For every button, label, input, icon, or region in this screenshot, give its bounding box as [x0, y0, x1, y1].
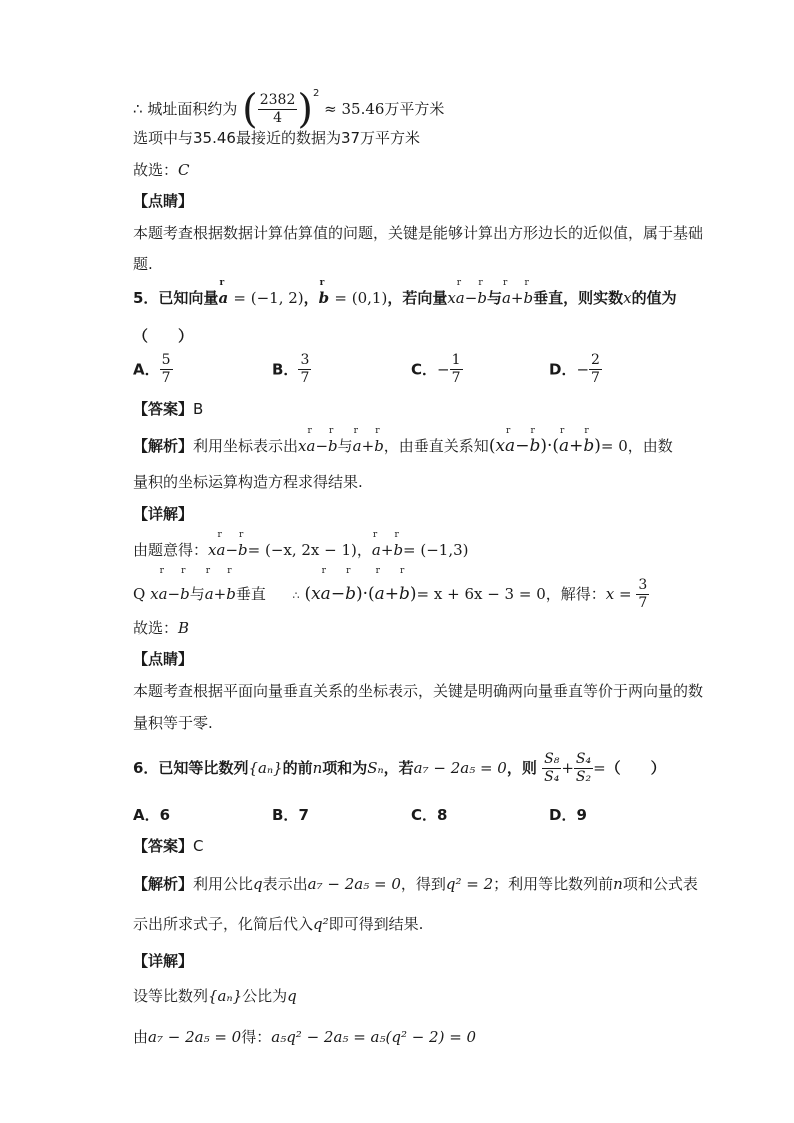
choose-line — [133, 160, 190, 180]
jiexi-text: 表示出 — [262, 875, 308, 893]
condition-equation: a₇ − 2a₅ = 0 — [413, 759, 507, 777]
option-fraction — [298, 352, 311, 387]
vector-a: a r — [559, 426, 570, 456]
plus-sign: + — [384, 584, 400, 604]
xiangjie-heading: 【详解】 — [133, 505, 194, 523]
vector-b-value: = (0,1) — [334, 289, 388, 307]
equation: = x + 6x − 3 = 0 — [416, 585, 546, 603]
vector-a: a r — [374, 566, 385, 604]
q6-detail-2 — [133, 1027, 476, 1047]
note-line-2: 题. — [133, 255, 153, 273]
option-label: B． — [272, 806, 299, 824]
q6-paren: （ ） — [605, 759, 666, 777]
q6-text: ，若 — [383, 759, 414, 777]
vector-b: b r — [328, 426, 338, 455]
approx-value: ≈ 35.46 — [324, 100, 385, 118]
plus-sign: + — [361, 437, 375, 455]
jiexi-tag: 【解析】 — [133, 437, 194, 455]
fraction-denominator: 7 — [300, 370, 310, 386]
fraction-numerator: S₈ — [544, 751, 560, 767]
answer-value: C — [193, 837, 204, 855]
vector-b: b r — [529, 426, 541, 456]
fraction-s4-s2 — [574, 751, 593, 786]
fraction-denominator: S₄ — [544, 769, 560, 785]
equation: a₅q² − 2a₅ = a₅(q² − 2) = 0 — [271, 1028, 477, 1046]
q6-jiexi-line-1 — [133, 874, 698, 894]
option-label: B． — [272, 360, 299, 379]
equation: = (−1,3) — [403, 541, 469, 559]
dot-expression: (xa r −b r )·(a r +b r ) — [304, 584, 416, 604]
jiexi-text: ；利用等比数列前 — [493, 875, 614, 893]
q5-number: 5．已知向量 — [133, 289, 219, 307]
var-n: n — [312, 759, 323, 777]
closest-line: 选项中与35.46最接近的数据为37万平方米 — [133, 129, 421, 147]
detail-text: 公比为 — [242, 987, 288, 1005]
sequence: {aₙ} — [248, 759, 283, 777]
equation: q² = 2 — [445, 875, 494, 893]
var-x: x — [623, 289, 632, 307]
fraction-denominator: 7 — [451, 370, 461, 386]
option-value: 6 — [159, 806, 171, 824]
fraction-numerator: 2 — [591, 352, 600, 368]
fraction-numerator: 3 — [300, 352, 310, 368]
jiexi-text: ，得到 — [400, 875, 446, 893]
option-sign: − — [437, 360, 450, 379]
vector-b: b r — [238, 530, 248, 559]
q5-detail-1: 由题意得：xa r −b r = (−x, 2x − 1)，a r +b r = (−1,3) — [133, 530, 469, 559]
vector-b: b r — [226, 566, 236, 603]
yu-text: 与 — [337, 437, 353, 455]
exponent: 2 — [312, 88, 320, 99]
plus-sign: + — [561, 759, 574, 777]
sum-sn: Sₙ — [367, 759, 384, 777]
q6-xiangjie-heading: 【详解】 — [133, 952, 194, 970]
solution-fraction — [636, 577, 649, 612]
jiexi-text: ，由垂直关系知 — [383, 437, 489, 455]
q6-answer-line — [133, 836, 204, 856]
var-x: x — [311, 584, 321, 604]
vector-a: a r — [320, 566, 331, 604]
vector-a: a r — [505, 426, 516, 456]
fraction-denominator: 7 — [638, 595, 648, 611]
fraction-numerator: S₄ — [575, 751, 592, 767]
perp-text: 垂直 — [235, 585, 266, 603]
q6-jiexi-line-2 — [133, 914, 423, 934]
vector-b: b r — [393, 530, 404, 559]
var-x: x — [298, 437, 307, 455]
vector-a: a r — [218, 278, 229, 307]
answer-tag: 【答案】 — [133, 837, 194, 855]
vector-b: b r — [374, 426, 384, 455]
area-line — [133, 72, 445, 133]
var-x: x = — [605, 585, 632, 603]
q5-answer-line — [133, 399, 203, 419]
q5-option-a[interactable] — [133, 352, 173, 387]
vector-a-value: = (−1, 2) — [233, 289, 304, 307]
q6-detail-1 — [133, 986, 297, 1006]
option-value: 8 — [437, 806, 448, 824]
area-fraction — [258, 92, 298, 127]
dianjing-heading: 【点睛】 — [133, 192, 194, 210]
answer-value: B — [193, 400, 204, 418]
left-paren: ( — [242, 86, 258, 133]
var-n: n — [613, 875, 623, 893]
var-x: x — [150, 585, 159, 603]
vector-b: b r — [523, 278, 534, 307]
q6-option-b[interactable] — [272, 805, 309, 825]
equation: a₇ − 2a₅ = 0 — [148, 1028, 242, 1046]
detail-text: 由 — [133, 1028, 149, 1046]
yu-text: 与 — [189, 585, 205, 603]
option-label: C． — [411, 806, 438, 824]
equation: a₇ − 2a₅ = 0 — [307, 875, 401, 893]
q5-option-b[interactable] — [272, 352, 311, 387]
detail-text: 得： — [241, 1028, 272, 1046]
dot-expression: (xa r −b r )·(a r +b r ) — [488, 426, 601, 456]
vector-b: b r — [345, 566, 356, 604]
q5-jiexi-line-1 — [133, 426, 673, 456]
vector-b: b r — [399, 566, 410, 604]
q5-stem — [133, 278, 677, 308]
vector-b: b r — [477, 278, 487, 307]
q5-tail: 垂直，则实数 — [533, 289, 624, 307]
option-fraction — [160, 352, 173, 387]
var-x: x — [208, 541, 217, 559]
plus-sign: + — [380, 541, 394, 559]
q6-stem — [133, 748, 666, 788]
minus-sign: − — [225, 541, 239, 559]
fraction-denominator: 4 — [273, 110, 283, 126]
fraction-denominator: S₂ — [575, 769, 592, 785]
minus-sign: − — [330, 584, 346, 604]
option-fraction — [450, 352, 463, 387]
q5-note-line-2: 量积等于零. — [133, 714, 213, 732]
solve-text: ，解得： — [545, 585, 606, 603]
fraction-s8-s4 — [542, 751, 561, 786]
vector-a: a r — [204, 566, 214, 603]
vector-a: a r — [501, 278, 511, 307]
fraction-numerator: 1 — [451, 352, 461, 368]
q5-detail-2 — [133, 566, 649, 612]
minus-sign: − — [167, 585, 181, 603]
jiexi-text: 示出所求式子，化简后代入 — [133, 915, 314, 933]
var-x: x — [495, 436, 506, 456]
vector-a: a r — [216, 530, 226, 559]
choose-value: B — [178, 619, 190, 637]
choose-label: 故选： — [133, 161, 179, 179]
vector-a: a r — [455, 278, 465, 307]
vector-a: a r — [158, 566, 168, 603]
var-q: q — [287, 987, 297, 1005]
q6-options — [133, 805, 613, 825]
q6-text: 的前 — [282, 759, 313, 777]
q6-option-a[interactable] — [133, 805, 170, 825]
q5-sep: ， — [303, 289, 319, 307]
therefore-symbol: ∴ — [292, 589, 300, 602]
therefore-symbol: ∴ — [133, 100, 143, 118]
q5-option-c[interactable] — [411, 352, 463, 387]
detail-text: 由题意得： — [133, 541, 209, 559]
option-sign: − — [576, 360, 590, 379]
unit-text: 万平方米 — [384, 100, 445, 118]
jiexi-text: 利用坐标表示出 — [193, 437, 299, 455]
var-x: x — [447, 289, 456, 307]
q5-dianjing-heading: 【点睛】 — [133, 650, 194, 668]
plus-sign: + — [510, 289, 524, 307]
sequence: {aₙ} — [208, 987, 243, 1005]
jiexi-tag: 【解析】 — [133, 875, 194, 893]
q6-option-c[interactable] — [411, 805, 447, 825]
q5-paren: （ ） — [133, 327, 194, 345]
fraction-numerator: 3 — [638, 577, 648, 593]
equation: = (−x, 2x − 1) — [247, 541, 357, 559]
vector-a: a r — [306, 426, 316, 455]
vector-b: b r — [180, 566, 190, 603]
q5-options — [133, 352, 613, 392]
option-label: D． — [549, 806, 577, 824]
fraction-numerator: 2382 — [259, 92, 296, 108]
jiexi-text: 项和公式表 — [622, 875, 698, 893]
q5-yu: 与 — [486, 289, 502, 307]
plus-sign: + — [213, 585, 227, 603]
q6-text: 项和为 — [322, 759, 368, 777]
area-text: 城址面积约为 — [147, 100, 238, 118]
jiexi-text: 利用公比 — [193, 875, 254, 893]
vector-b: b r — [318, 278, 330, 307]
var-q-squared: q² — [313, 915, 329, 933]
minus-sign: − — [515, 436, 530, 456]
option-label: C． — [411, 360, 438, 379]
right-paren: ) — [297, 86, 313, 133]
detail-text: 设等比数列 — [133, 987, 209, 1005]
jiexi-text: = 0，由数 — [600, 437, 673, 455]
choose-value: C — [178, 161, 190, 179]
q5-note-line-1: 本题考查根据平面向量垂直关系的坐标表示，关键是明确两向量垂直等价于两向量的数 — [133, 682, 704, 700]
option-fraction — [589, 352, 602, 387]
minus-sign: − — [315, 437, 329, 455]
option-label: D． — [549, 360, 577, 379]
option-label: A． — [133, 360, 160, 379]
vector-b: b r — [583, 426, 595, 456]
vector-a: a r — [352, 426, 362, 455]
var-q: q — [253, 875, 263, 893]
option-value: 9 — [576, 806, 587, 824]
q6-option-d[interactable] — [549, 805, 587, 825]
q6-text: ，则 — [506, 759, 537, 777]
q5-mid: ，若向量 — [387, 289, 448, 307]
vector-a: a r — [371, 530, 381, 559]
q5-jiexi-line-2: 量积的坐标运算构造方程求得结果. — [133, 473, 363, 491]
equals-sign: = — [593, 759, 606, 777]
q-symbol: Q — [133, 585, 146, 603]
minus-sign: − — [464, 289, 478, 307]
q5-choose-line — [133, 618, 189, 638]
note-line-1: 本题考查根据数据计算估算值的问题，关键是能够计算出方形边长的近似值，属于基础 — [133, 224, 704, 242]
q6-number: 6．已知等比数列 — [133, 759, 249, 777]
q5-option-d[interactable] — [549, 352, 602, 387]
choose-label: 故选： — [133, 619, 179, 637]
q5-tail2: 的值为 — [631, 289, 677, 307]
option-value: 7 — [298, 806, 309, 824]
plus-sign: + — [569, 436, 584, 456]
answer-tag: 【答案】 — [133, 400, 194, 418]
option-label: A． — [133, 806, 160, 824]
fraction-denominator: 7 — [161, 370, 171, 386]
fraction-numerator: 5 — [161, 352, 171, 368]
fraction-denominator: 7 — [591, 370, 600, 386]
jiexi-text: 即可得到结果. — [328, 915, 424, 933]
